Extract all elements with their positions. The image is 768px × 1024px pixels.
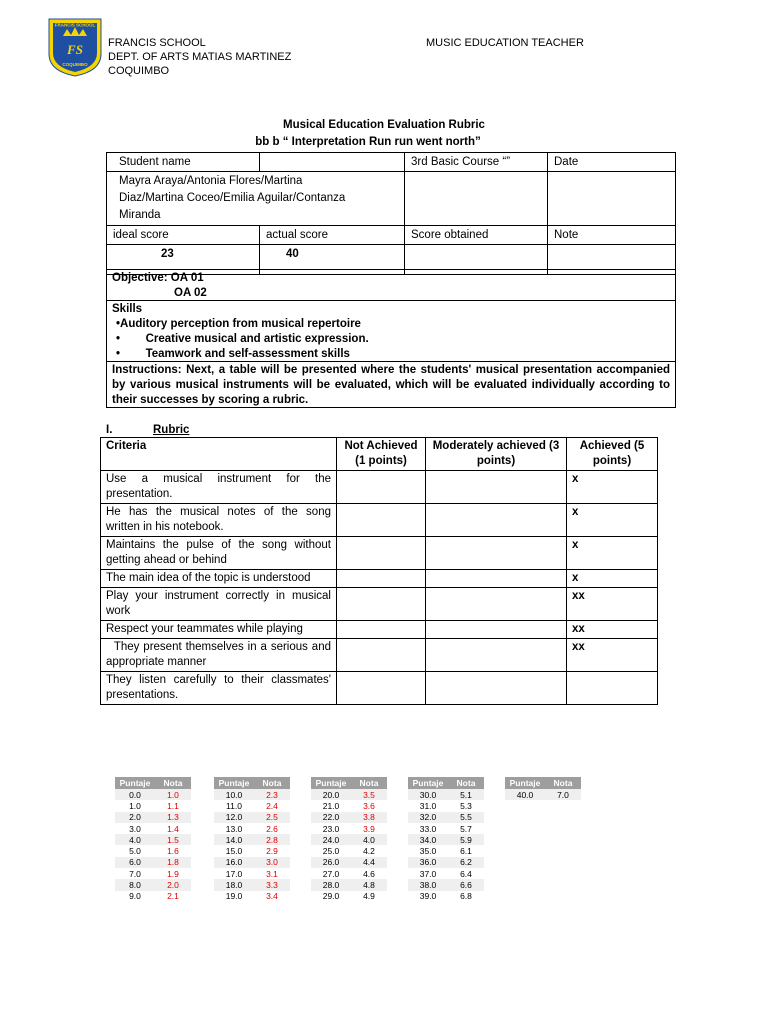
score-row xyxy=(214,879,290,890)
score-row xyxy=(214,845,290,856)
puntaje-value: 27.0 xyxy=(322,868,340,879)
puntaje-value: 34.0 xyxy=(408,834,448,845)
student-names-text: Mayra Araya/Antonia Flores/Martina Diaz/Martina Coceo/Emilia Aguilar/Contanza Miranda xyxy=(119,175,346,221)
score-table xyxy=(311,777,387,902)
achieved-cell: xx xyxy=(567,639,658,672)
score-row xyxy=(214,823,290,834)
score-row xyxy=(311,800,387,811)
nota-value: 5.9 xyxy=(448,834,484,845)
achieved-header: Achieved (5 points) xyxy=(567,438,658,471)
moderately-cell xyxy=(426,621,567,639)
score-row xyxy=(408,823,484,834)
nota-value: 1.5 xyxy=(155,834,191,845)
logo-top-text: FRANCIS SCHOOL xyxy=(54,22,96,28)
not-achieved-cell xyxy=(337,570,426,588)
score-row xyxy=(115,879,191,890)
objective-line-1: Objective: OA 01 xyxy=(112,272,204,284)
puntaje-value: 0.0 xyxy=(115,789,155,800)
skills-box xyxy=(106,300,676,362)
score-row xyxy=(408,834,484,845)
puntaje-value: 22.0 xyxy=(311,812,351,823)
not-achieved-cell xyxy=(337,672,426,705)
achieved-cell xyxy=(567,672,658,705)
nota-value: 1.0 xyxy=(155,789,191,800)
nota-value: 3.9 xyxy=(363,823,375,834)
score-row xyxy=(214,834,290,845)
puntaje-value: 21.0 xyxy=(322,800,340,811)
puntaje-value: 17.0 xyxy=(225,868,243,879)
nota-value: 5.1 xyxy=(448,789,484,800)
score-row xyxy=(408,891,484,902)
nota-value: 4.9 xyxy=(363,891,375,902)
nota-value: 3.4 xyxy=(266,891,278,902)
score-row xyxy=(214,868,290,879)
achieved-cell: x xyxy=(567,537,658,570)
logo-bottom-text: COQUIMBO xyxy=(62,62,88,67)
nota-value: 3.3 xyxy=(254,879,290,890)
nota-value: 2.1 xyxy=(167,891,179,902)
doc-subtitle: bb b “ Interpretation Run run went north” xyxy=(255,136,481,148)
puntaje-value: 3.0 xyxy=(129,823,141,834)
score-row xyxy=(115,800,191,811)
rubric-numeral: I. xyxy=(106,424,113,436)
score-row xyxy=(408,789,484,800)
score-table xyxy=(115,777,191,902)
puntaje-header: Puntaje xyxy=(115,777,155,789)
not-achieved-cell xyxy=(337,621,426,639)
score-row xyxy=(214,789,290,800)
score-table xyxy=(214,777,290,902)
nota-value: 4.2 xyxy=(363,846,375,857)
nota-value: 2.0 xyxy=(155,879,191,890)
not-achieved-cell xyxy=(337,471,426,504)
score-row xyxy=(115,845,191,856)
nota-value: 4.6 xyxy=(363,868,375,879)
student-names xyxy=(107,172,405,226)
nota-value: 3.6 xyxy=(363,800,375,811)
score-row xyxy=(408,857,484,868)
score-row xyxy=(311,891,387,902)
puntaje-value: 10.0 xyxy=(214,789,254,800)
student-name-label: Student name xyxy=(107,153,260,172)
puntaje-value: 28.0 xyxy=(311,879,351,890)
score-row xyxy=(115,812,191,823)
score-row xyxy=(311,789,387,800)
puntaje-value: 23.0 xyxy=(322,823,340,834)
score-row xyxy=(115,857,191,868)
nota-value: 1.6 xyxy=(167,846,179,857)
not-achieved-header: Not Achieved (1 points) xyxy=(337,438,426,471)
puntaje-value: 35.0 xyxy=(419,846,437,857)
nota-value: 4.4 xyxy=(351,857,387,868)
score-row xyxy=(408,845,484,856)
score-row xyxy=(115,789,191,800)
ideal-score-label: ideal score xyxy=(107,226,260,245)
moderately-cell xyxy=(426,504,567,537)
score-table xyxy=(505,777,581,800)
criteria-cell: The main idea of the topic is understood xyxy=(101,570,337,588)
score-obtained-label: Score obtained xyxy=(405,226,548,245)
puntaje-value: 37.0 xyxy=(419,868,437,879)
score-row xyxy=(505,789,581,800)
doc-title: Musical Education Evaluation Rubric xyxy=(283,119,485,131)
nota-value: 4.0 xyxy=(351,834,387,845)
puntaje-value: 19.0 xyxy=(225,891,243,902)
achieved-cell: x xyxy=(567,570,658,588)
criteria-cell: They present themselves in a serious and appropriate manner xyxy=(101,639,337,672)
nota-value: 2.8 xyxy=(254,834,290,845)
puntaje-value: 4.0 xyxy=(115,834,155,845)
nota-value: 5.7 xyxy=(460,823,472,834)
puntaje-value: 6.0 xyxy=(115,857,155,868)
nota-value: 2.5 xyxy=(254,812,290,823)
nota-header: Nota xyxy=(254,777,290,789)
score-row xyxy=(311,823,387,834)
puntaje-value: 13.0 xyxy=(225,823,243,834)
criteria-cell: They listen carefully to their classmates' presentations. xyxy=(101,672,337,705)
score-row xyxy=(115,834,191,845)
score-table xyxy=(408,777,484,902)
moderately-header: Moderately achieved (3 points) xyxy=(426,438,567,471)
instructions-box xyxy=(106,361,676,408)
rubric-row xyxy=(101,672,658,705)
puntaje-value: 8.0 xyxy=(115,879,155,890)
score-row xyxy=(408,879,484,890)
nota-header: Nota xyxy=(448,777,484,789)
nota-header: Nota xyxy=(351,777,387,789)
ideal-score-value: 23 xyxy=(107,245,260,275)
teacher-title: MUSIC EDUCATION TEACHER xyxy=(426,37,584,49)
nota-value: 2.9 xyxy=(266,846,278,857)
puntaje-value: 26.0 xyxy=(311,857,351,868)
nota-value: 3.8 xyxy=(351,812,387,823)
puntaje-value: 39.0 xyxy=(419,891,437,902)
date-label: Date xyxy=(548,153,676,172)
score-row xyxy=(311,845,387,856)
puntaje-value: 20.0 xyxy=(311,789,351,800)
nota-value: 6.4 xyxy=(460,868,472,879)
nota-header: Nota xyxy=(155,777,191,789)
achieved-cell: xx xyxy=(567,588,658,621)
nota-value: 7.0 xyxy=(545,789,581,800)
puntaje-value: 33.0 xyxy=(419,823,437,834)
rubric-row xyxy=(101,570,658,588)
rubric-row xyxy=(101,639,658,672)
nota-value: 1.4 xyxy=(167,823,179,834)
score-row xyxy=(311,812,387,823)
moderately-cell xyxy=(426,672,567,705)
puntaje-header: Puntaje xyxy=(214,777,254,789)
puntaje-value: 12.0 xyxy=(214,812,254,823)
student-info-table xyxy=(106,152,676,275)
score-row xyxy=(408,868,484,879)
score-row xyxy=(115,823,191,834)
puntaje-header: Puntaje xyxy=(505,777,545,789)
nota-value: 1.1 xyxy=(167,800,179,811)
puntaje-value: 15.0 xyxy=(225,846,243,857)
rubric-row xyxy=(101,471,658,504)
criteria-cell: He has the musical notes of the song written in his notebook. xyxy=(101,504,337,537)
skill-item: • Creative musical and artistic expression. xyxy=(116,333,369,345)
achieved-cell: x xyxy=(567,504,658,537)
objective-line-2: OA 02 xyxy=(174,287,207,299)
instructions-text: Instructions: Next, a table will be presented where the students' musical presentation accompanied by various musical instruments will be evaluated, which will be evaluated individually according to their successes by scoring a rubric. xyxy=(112,364,670,406)
nota-value: 3.0 xyxy=(254,857,290,868)
moderately-cell xyxy=(426,570,567,588)
puntaje-value: 24.0 xyxy=(311,834,351,845)
moderately-cell xyxy=(426,588,567,621)
rubric-row xyxy=(101,588,658,621)
criteria-cell: Play your instrument correctly in musical work xyxy=(101,588,337,621)
score-row xyxy=(408,812,484,823)
skill-item: • Teamwork and self-assessment skills xyxy=(116,348,350,360)
not-achieved-cell xyxy=(337,537,426,570)
puntaje-header: Puntaje xyxy=(408,777,448,789)
score-row xyxy=(214,891,290,902)
puntaje-value: 18.0 xyxy=(214,879,254,890)
objective-box xyxy=(106,269,676,301)
actual-score-value: 40 xyxy=(260,245,405,275)
logo-initials: FS xyxy=(67,42,83,57)
achieved-cell: x xyxy=(567,471,658,504)
skill-item: •Auditory perception from musical repertoire xyxy=(116,318,361,330)
score-row xyxy=(115,891,191,902)
nota-value: 1.3 xyxy=(155,812,191,823)
nota-header: Nota xyxy=(545,777,581,789)
skills-title: Skills xyxy=(112,303,143,315)
score-row xyxy=(311,868,387,879)
nota-value: 5.5 xyxy=(448,812,484,823)
score-row xyxy=(214,812,290,823)
actual-score-label: actual score xyxy=(260,226,405,245)
criteria-cell: Use a musical instrument for the presentation. xyxy=(101,471,337,504)
criteria-header: Criteria xyxy=(101,438,337,471)
school-logo-icon xyxy=(46,16,104,78)
nota-value: 3.1 xyxy=(266,868,278,879)
rubric-row xyxy=(101,621,658,639)
score-row xyxy=(408,800,484,811)
puntaje-value: 1.0 xyxy=(129,800,141,811)
moderately-cell xyxy=(426,471,567,504)
puntaje-value: 32.0 xyxy=(408,812,448,823)
rubric-table xyxy=(100,437,658,705)
puntaje-value: 14.0 xyxy=(214,834,254,845)
rubric-row xyxy=(101,537,658,570)
nota-value: 1.8 xyxy=(155,857,191,868)
not-achieved-cell xyxy=(337,504,426,537)
score-row xyxy=(214,800,290,811)
nota-value: 4.8 xyxy=(351,879,387,890)
puntaje-value: 30.0 xyxy=(408,789,448,800)
score-row xyxy=(311,857,387,868)
rubric-row xyxy=(101,504,658,537)
nota-value: 6.1 xyxy=(460,846,472,857)
puntaje-header: Puntaje xyxy=(311,777,351,789)
puntaje-value: 11.0 xyxy=(226,800,242,811)
achieved-cell: xx xyxy=(567,621,658,639)
moderately-cell xyxy=(426,537,567,570)
rubric-heading: Rubric xyxy=(153,424,190,436)
puntaje-value: 16.0 xyxy=(214,857,254,868)
nota-value: 6.2 xyxy=(448,857,484,868)
course-label: 3rd Basic Course “” xyxy=(405,153,548,172)
nota-value: 6.6 xyxy=(448,879,484,890)
department: DEPT. OF ARTS MATIAS MARTINEZ xyxy=(108,51,292,63)
moderately-cell xyxy=(426,639,567,672)
nota-value: 3.5 xyxy=(351,789,387,800)
puntaje-value: 31.0 xyxy=(419,800,437,811)
city: COQUIMBO xyxy=(108,65,170,77)
score-row xyxy=(311,834,387,845)
nota-value: 5.3 xyxy=(460,800,472,811)
puntaje-value: 40.0 xyxy=(505,789,545,800)
school-name: FRANCIS SCHOOL xyxy=(108,37,206,49)
puntaje-value: 29.0 xyxy=(322,891,340,902)
nota-value: 2.6 xyxy=(266,823,278,834)
nota-value: 2.4 xyxy=(266,800,278,811)
not-achieved-cell xyxy=(337,639,426,672)
puntaje-value: 25.0 xyxy=(322,846,340,857)
puntaje-value: 36.0 xyxy=(408,857,448,868)
score-row xyxy=(311,879,387,890)
criteria-cell: Maintains the pulse of the song without getting ahead or behind xyxy=(101,537,337,570)
score-row xyxy=(115,868,191,879)
puntaje-value: 5.0 xyxy=(129,846,141,857)
nota-value: 6.8 xyxy=(460,891,472,902)
puntaje-value: 38.0 xyxy=(408,879,448,890)
not-achieved-cell xyxy=(337,588,426,621)
note-label: Note xyxy=(548,226,676,245)
score-row xyxy=(214,857,290,868)
criteria-cell: Respect your teammates while playing xyxy=(101,621,337,639)
nota-value: 1.9 xyxy=(167,868,179,879)
puntaje-value: 7.0 xyxy=(129,868,141,879)
puntaje-value: 9.0 xyxy=(129,891,141,902)
nota-value: 2.3 xyxy=(254,789,290,800)
puntaje-value: 2.0 xyxy=(115,812,155,823)
